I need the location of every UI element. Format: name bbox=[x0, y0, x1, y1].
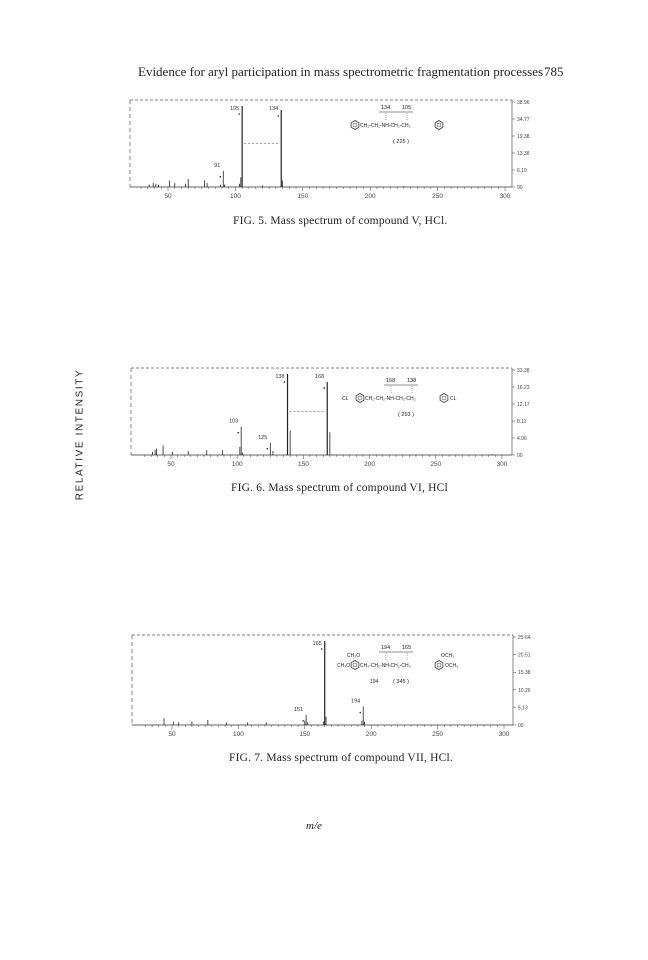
benzene-ring-left bbox=[356, 394, 364, 403]
y-axis-label: RELATIVE INTENSITY bbox=[74, 368, 86, 501]
x-tick-label: 100 bbox=[229, 193, 241, 200]
benzene-ring-left-ring bbox=[353, 663, 357, 667]
benzene-ring-left-ring bbox=[353, 123, 357, 127]
right-scale-label: 33.38 bbox=[517, 368, 530, 374]
x-tick-label: 50 bbox=[164, 193, 172, 200]
peak-label: 134 bbox=[269, 106, 279, 112]
x-tick-label: 100 bbox=[231, 461, 243, 468]
right-scale-label: 4.06 bbox=[517, 436, 527, 442]
benzene-ring-right-ring bbox=[437, 123, 441, 127]
peak-label: 168 bbox=[315, 374, 325, 381]
right-scale-label: 25.64 bbox=[518, 635, 531, 641]
right-scale-label: 00 bbox=[518, 723, 524, 729]
right-scale-label: 8.11 bbox=[517, 419, 527, 425]
peak-label: 105 bbox=[229, 106, 240, 112]
peak-marker bbox=[277, 115, 279, 117]
peak-label: 151 bbox=[293, 706, 304, 713]
x-tick-label: 50 bbox=[168, 731, 176, 738]
figure-7-caption: FIG. 7. Mass spectrum of compound VII, HCl. bbox=[229, 752, 453, 764]
right-scale-label: 16.23 bbox=[517, 385, 530, 391]
structure-chain: CH₂-CH₂-NH-CH₂-CH₂ bbox=[365, 396, 416, 402]
right-scale-label: 13.38 bbox=[517, 151, 530, 157]
x-tick-label: 250 bbox=[430, 461, 442, 468]
fragment-label-a: 134 bbox=[381, 105, 391, 111]
right-scale-label: 10.26 bbox=[518, 687, 531, 694]
right-scale-label: 19.38 bbox=[517, 134, 530, 140]
peak-marker bbox=[237, 432, 239, 434]
figure-6-caption: FIG. 6. Mass spectrum of compound VI, HCl bbox=[231, 482, 448, 494]
fragment-label-a: 168 bbox=[386, 378, 396, 384]
benzene-ring-left bbox=[351, 121, 359, 130]
benzene-ring-left bbox=[351, 661, 359, 670]
peak-label: 91 bbox=[214, 162, 221, 169]
peak-marker bbox=[238, 113, 240, 115]
x-tick-label: 200 bbox=[365, 731, 377, 738]
x-tick-label: 150 bbox=[299, 731, 311, 738]
fragment-label-b: 138 bbox=[407, 378, 417, 384]
right-scale-label: 12.17 bbox=[517, 402, 530, 408]
benzene-ring-right-ring bbox=[442, 396, 446, 400]
x-tick-label: 200 bbox=[364, 461, 376, 468]
peak-label: 125 bbox=[258, 434, 268, 441]
ion-label: 194 bbox=[370, 679, 379, 685]
x-tick-label: 300 bbox=[499, 193, 511, 200]
fragment-label-b: 165 bbox=[402, 645, 412, 651]
peak-marker bbox=[359, 712, 361, 714]
benzene-ring-right bbox=[440, 394, 448, 403]
x-tick-label: 150 bbox=[297, 461, 309, 468]
left-substituent: CH₃O bbox=[337, 663, 351, 669]
molecular-mass: ( 225 ) bbox=[393, 139, 409, 145]
peak-label: 165 bbox=[312, 641, 322, 647]
peak-marker bbox=[219, 176, 221, 178]
peak-marker bbox=[267, 448, 269, 450]
x-tick-label: 250 bbox=[432, 731, 444, 738]
running-title: Evidence for aryl participation in mass spectrometric fragmentation processes bbox=[138, 64, 544, 79]
peak-label: 103 bbox=[228, 418, 239, 425]
x-tick-label: 250 bbox=[432, 193, 444, 200]
x-tick-label: 100 bbox=[232, 731, 244, 738]
molecular-mass: ( 293 ) bbox=[398, 412, 414, 418]
benzene-ring-left-ring bbox=[358, 396, 362, 400]
figure-5-caption: FIG. 5. Mass spectrum of compound V, HCl. bbox=[233, 215, 448, 227]
left-substituent: CL bbox=[342, 396, 349, 402]
right-scale-label: 20.51 bbox=[518, 652, 531, 659]
x-tick-label: 300 bbox=[496, 461, 508, 468]
top-right-substituent: OCH₃ bbox=[441, 653, 455, 659]
benzene-ring-right bbox=[435, 121, 443, 130]
peak-marker bbox=[321, 648, 323, 650]
top-left-substituent: CH₃O bbox=[347, 653, 361, 659]
molecular-mass: ( 345 ) bbox=[393, 679, 409, 685]
peak-label: 138 bbox=[275, 374, 285, 380]
peak-marker bbox=[302, 720, 304, 722]
right-substituent: OCH₃ bbox=[445, 663, 459, 669]
right-scale-label: 6.19 bbox=[517, 168, 527, 174]
x-tick-label: 50 bbox=[167, 461, 175, 468]
right-scale-label: 38.96 bbox=[517, 100, 530, 106]
right-scale-label: 34.77 bbox=[517, 117, 530, 123]
right-scale-label: 00 bbox=[517, 453, 523, 459]
peak-marker bbox=[323, 387, 325, 389]
x-tick-label: 200 bbox=[364, 193, 376, 200]
right-scale-label: 00 bbox=[517, 185, 523, 191]
right-scale-label: 15.38 bbox=[518, 670, 531, 677]
fragment-label-a: 194 bbox=[381, 645, 391, 651]
benzene-ring-right bbox=[435, 661, 443, 670]
structure-chain: CH₂-CH₂-NH-CH₂-CH₂ bbox=[360, 123, 411, 129]
x-axis-label: m/e bbox=[306, 820, 322, 832]
fragment-label-b: 105 bbox=[402, 105, 412, 111]
benzene-ring-right-ring bbox=[437, 663, 441, 667]
peak-marker bbox=[284, 381, 286, 383]
peak-label: 194 bbox=[351, 698, 361, 705]
structure-chain: CH₂-CH₂-NH-CH₂-CH₂ bbox=[360, 663, 411, 669]
right-scale-label: 5.13 bbox=[518, 705, 528, 712]
x-tick-label: 300 bbox=[498, 731, 510, 738]
page-number: 785 bbox=[544, 64, 564, 79]
right-substituent: CL bbox=[450, 396, 457, 402]
x-tick-label: 150 bbox=[297, 193, 309, 200]
